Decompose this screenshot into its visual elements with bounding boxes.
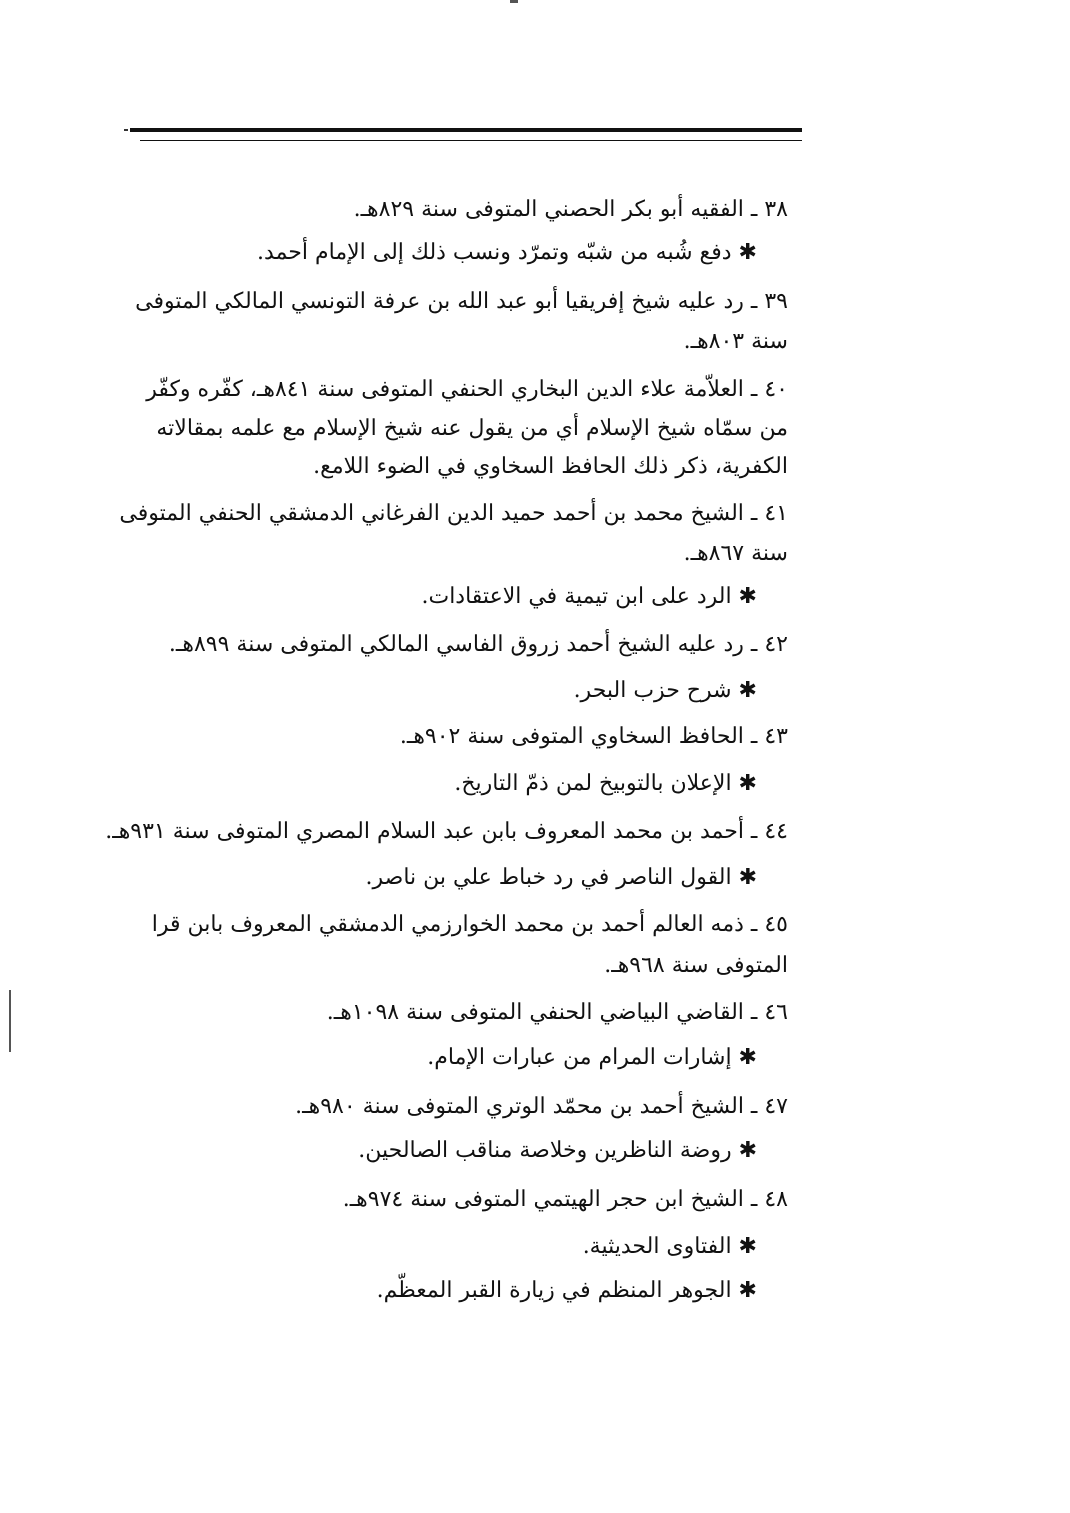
entry-43-title: ٤٣ ـ الحافظ السخاوي المتوفى سنة ٩٠٢هـ. — [399, 724, 788, 749]
entry-44-title: ٤٤ ـ أحمد بن محمد المعروف بابن عبد السلام المصري المتوفى سنة ٩٣١هـ. — [105, 819, 788, 844]
entry-42-work: ✱ شرح حزب البحر. — [573, 678, 757, 703]
entry-38-title: ٣٨ ـ الفقيه أبو بكر الحصني المتوفى سنة ٨٢٩هـ. — [353, 197, 788, 222]
entry-41-title: ٤١ ـ الشيخ محمد بن أحمد حميد الدين الفرغاني الدمشقي الحنفي المتوفى — [119, 501, 788, 526]
entry-40-title-cont: من سمّاه شيخ الإسلام أي من يقول عنه شيخ الإسلام مع علمه بمقالاته — [156, 416, 788, 441]
scan-mark-top — [510, 0, 518, 3]
entry-46-work: ✱ إشارات المرام من عبارات الإمام. — [427, 1045, 757, 1070]
entry-47-work: ✱ روضة الناظرين وخلاصة مناقب الصالحين. — [358, 1138, 757, 1163]
entry-42-title: ٤٢ ـ رد عليه الشيخ أحمد زروق الفاسي المالكي المتوفى سنة ٨٩٩هـ. — [168, 632, 788, 657]
entry-43-work: ✱ الإعلان بالتوبيخ لمن ذمّ التاريخ. — [454, 771, 757, 796]
header-rule-thin — [140, 140, 802, 141]
entry-48-work-1: ✱ الفتاوى الحديثية. — [582, 1234, 757, 1259]
entry-45-title-cont: المتوفى سنة ٩٦٨هـ. — [604, 953, 788, 978]
header-rule-dot — [124, 129, 128, 131]
entry-41-work: ✱ الرد على ابن تيمية في الاعتقادات. — [421, 584, 757, 609]
entry-39-title: ٣٩ ـ رد عليه شيخ إفريقيا أبو عبد الله بن عرفة التونسي المالكي المتوفى — [135, 289, 788, 314]
entry-47-title: ٤٧ ـ الشيخ أحمد بن محمّد الوتري المتوفى سنة ٩٨٠هـ. — [295, 1094, 788, 1119]
entry-48-title: ٤٨ ـ الشيخ ابن حجر الهيتمي المتوفى سنة ٩٧٤هـ. — [342, 1187, 788, 1212]
entry-48-work-2: ✱ الجوهر المنظم في زيارة القبر المعظّم. — [376, 1278, 757, 1303]
entry-39-title-cont: سنة ٨٠٣هـ. — [683, 329, 788, 354]
entry-40-title: ٤٠ ـ العلاّمة علاء الدين البخاري الحنفي المتوفى سنة ٨٤١هـ، كفّره وكفّر — [146, 377, 788, 402]
entry-41-title-cont: سنة ٨٦٧هـ. — [683, 541, 788, 566]
entry-44-work: ✱ القول الناصر في رد خباط علي بن ناصر. — [365, 865, 757, 890]
entry-45-title: ٤٥ ـ ذمه العالم أحمد بن محمد الخوارزمي الدمشقي المعروف بابن قرا — [151, 912, 788, 937]
entry-40-title-cont: الكفرية، ذكر ذلك الحافظ السخاوي في الضوء اللامع. — [313, 454, 788, 479]
entry-38-work: ✱ دفع شُبه من شبّه وتمرّد ونسب ذلك إلى الإمام أحمد. — [257, 240, 757, 265]
entry-46-title: ٤٦ ـ القاضي البياضي الحنفي المتوفى سنة ١٠٩٨هـ. — [326, 1000, 788, 1025]
header-rule-thick — [130, 128, 802, 132]
scan-mark-margin — [9, 990, 11, 1052]
